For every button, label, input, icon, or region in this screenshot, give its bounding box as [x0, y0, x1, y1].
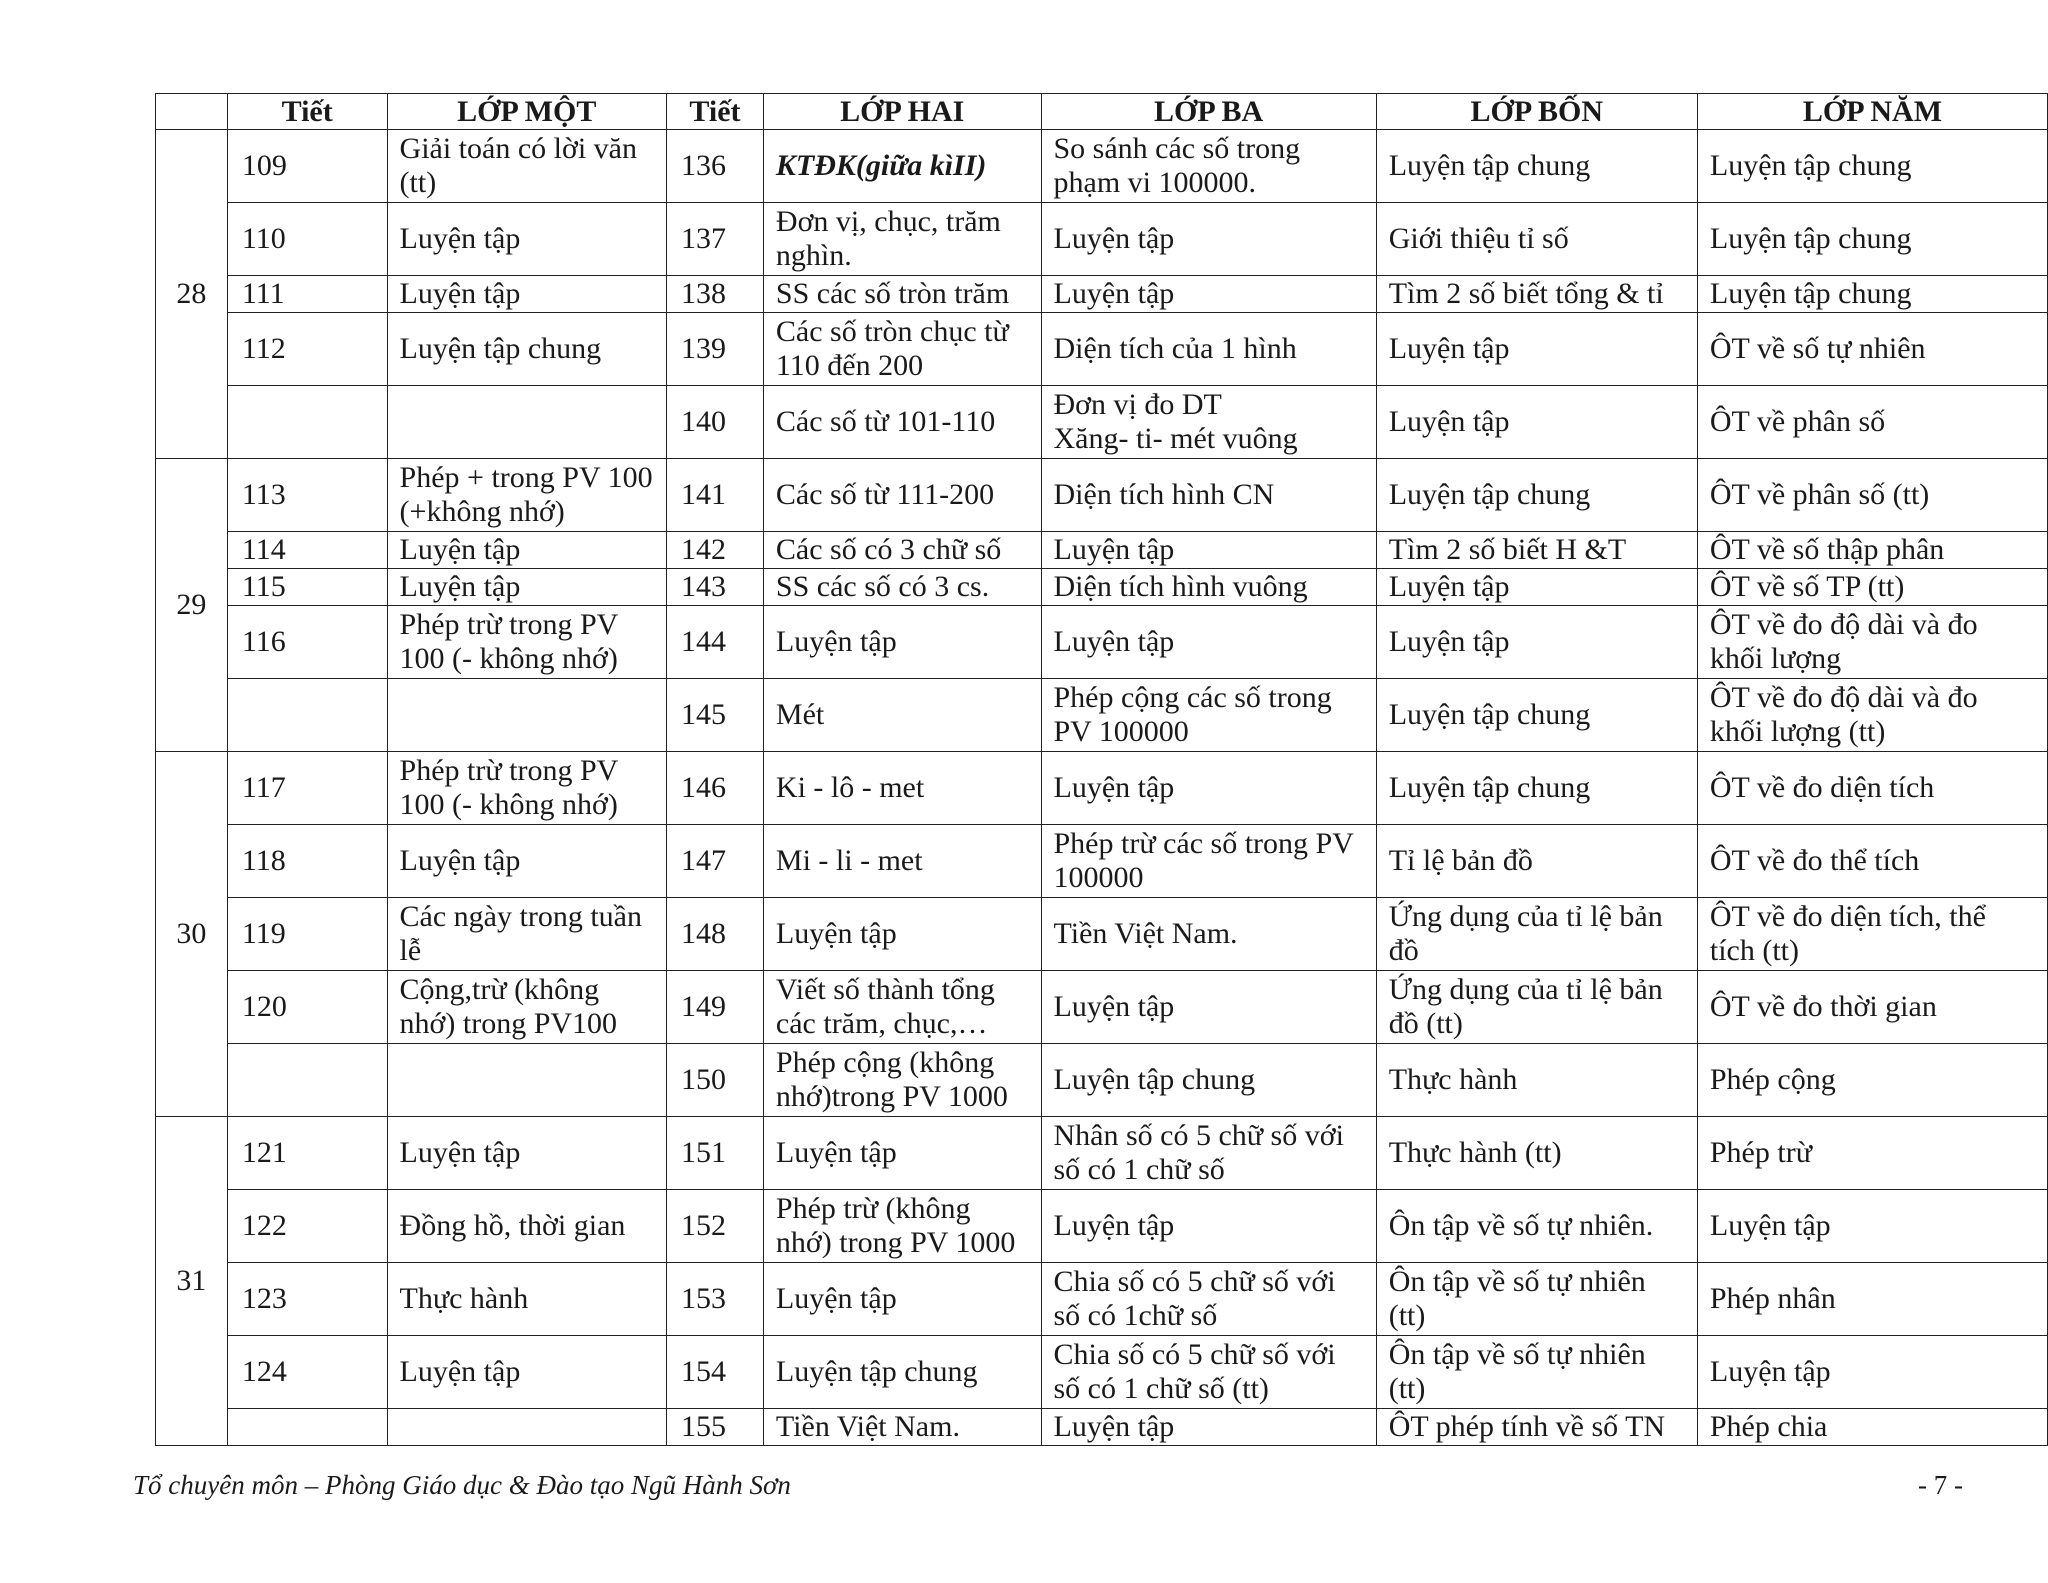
grade-4-cell: Ôn tập về số tự nhiên.	[1376, 1190, 1697, 1263]
period-grade-1-cell: 113	[227, 459, 387, 532]
period-grade-2-cell: 147	[666, 825, 763, 898]
table-row	[156, 532, 2048, 569]
grade-5-cell: Luyện tập	[1697, 1336, 2047, 1409]
period-grade-2-cell: 153	[666, 1263, 763, 1336]
grade-4-cell: Giới thiệu tỉ số	[1376, 203, 1697, 276]
table-row	[156, 1117, 2048, 1190]
grade-4-cell: Ứng dụng của tỉ lệ bản đồ (tt)	[1376, 971, 1697, 1044]
period-grade-1-cell: 110	[227, 203, 387, 276]
grade-4-cell: Ôn tập về số tự nhiên (tt)	[1376, 1336, 1697, 1409]
grade-2-cell: Luyện tập chung	[763, 1336, 1041, 1409]
period-grade-1-cell: 124	[227, 1336, 387, 1409]
week-cell: 29	[156, 459, 228, 752]
period-grade-2-cell: 140	[666, 386, 763, 459]
grade-4-cell: Luyện tập chung	[1376, 130, 1697, 203]
grade-4-cell: Tỉ lệ bản đồ	[1376, 825, 1697, 898]
grade-1-cell: Luyện tập	[387, 1117, 666, 1190]
period-grade-2-cell: 149	[666, 971, 763, 1044]
grade-2-cell: Các số tròn chục từ 110 đến 200	[763, 313, 1041, 386]
grade-5-cell: ÔT về số thập phân	[1697, 532, 2047, 569]
grade-2-cell: Mi - li - met	[763, 825, 1041, 898]
grade-1-cell	[387, 1409, 666, 1446]
period-grade-1-cell	[227, 1044, 387, 1117]
grade-2-cell: Mét	[763, 679, 1041, 752]
grade-5-cell: Luyện tập chung	[1697, 130, 2047, 203]
grade-3-cell: Tiền Việt Nam.	[1041, 898, 1376, 971]
grade-4-cell: Tìm 2 số biết H &T	[1376, 532, 1697, 569]
grade-4-cell: Luyện tập	[1376, 313, 1697, 386]
table-row	[156, 825, 2048, 898]
table-row	[156, 1409, 2048, 1446]
grade-5-cell: ÔT về số tự nhiên	[1697, 313, 2047, 386]
grade-1-cell: Phép + trong PV 100 (+không nhớ)	[387, 459, 666, 532]
period-grade-1-cell: 123	[227, 1263, 387, 1336]
curriculum-table	[155, 93, 2048, 1446]
header-period-1: Tiết	[227, 94, 387, 130]
header-grade-4: LỚP BỐN	[1376, 94, 1697, 130]
week-cell: 28	[156, 130, 228, 459]
grade-5-cell: ÔT về đo diện tích	[1697, 752, 2047, 825]
grade-1-cell: Luyện tập	[387, 825, 666, 898]
grade-1-cell: Giải toán có lời văn (tt)	[387, 130, 666, 203]
grade-2-cell: Các số có 3 chữ số	[763, 532, 1041, 569]
table-row	[156, 130, 2048, 203]
grade-5-cell: ÔT về phân số	[1697, 386, 2047, 459]
period-grade-2-cell: 148	[666, 898, 763, 971]
table-row	[156, 1190, 2048, 1263]
footer-department: Tổ chuyên môn – Phòng Giáo dục & Đào tạo Ngũ Hành Sơn	[133, 1470, 791, 1500]
grade-3-cell: Diện tích hình CN	[1041, 459, 1376, 532]
grade-4-cell: Luyện tập	[1376, 569, 1697, 606]
grade-4-cell: Ôn tập về số tự nhiên (tt)	[1376, 1263, 1697, 1336]
table-row	[156, 971, 2048, 1044]
grade-3-cell: Nhân số có 5 chữ số với số có 1 chữ số	[1041, 1117, 1376, 1190]
grade-4-cell: Thực hành	[1376, 1044, 1697, 1117]
table-row	[156, 606, 2048, 679]
period-grade-2-cell: 138	[666, 276, 763, 313]
grade-3-cell: Diện tích của 1 hình	[1041, 313, 1376, 386]
period-grade-1-cell: 121	[227, 1117, 387, 1190]
grade-1-cell: Cộng,trừ (không nhớ) trong PV100	[387, 971, 666, 1044]
grade-4-cell: Tìm 2 số biết tổng & tỉ	[1376, 276, 1697, 313]
period-grade-1-cell: 109	[227, 130, 387, 203]
header-grade-1: LỚP MỘT	[387, 94, 666, 130]
grade-1-cell: Luyện tập	[387, 532, 666, 569]
grade-2-cell: Luyện tập	[763, 898, 1041, 971]
grade-5-cell: Phép cộng	[1697, 1044, 2047, 1117]
grade-3-cell: Diện tích hình vuông	[1041, 569, 1376, 606]
grade-1-cell: Đồng hồ, thời gian	[387, 1190, 666, 1263]
header-grade-3: LỚP BA	[1041, 94, 1376, 130]
table-row	[156, 276, 2048, 313]
grade-4-cell: Luyện tập chung	[1376, 459, 1697, 532]
grade-2-cell: Viết số thành tổng các trăm, chục,…	[763, 971, 1041, 1044]
grade-4-cell: Luyện tập	[1376, 606, 1697, 679]
period-grade-2-cell: 151	[666, 1117, 763, 1190]
grade-2-cell: KTĐK(giữa kìII)	[763, 130, 1041, 203]
period-grade-2-cell: 144	[666, 606, 763, 679]
grade-5-cell: ÔT về số TP (tt)	[1697, 569, 2047, 606]
table-row	[156, 752, 2048, 825]
week-cell: 31	[156, 1117, 228, 1446]
grade-3-cell: Chia số có 5 chữ số với số có 1chữ số	[1041, 1263, 1376, 1336]
grade-3-cell: Luyện tập	[1041, 971, 1376, 1044]
grade-2-cell: Luyện tập	[763, 1117, 1041, 1190]
grade-3-cell: Luyện tập	[1041, 752, 1376, 825]
period-grade-2-cell: 141	[666, 459, 763, 532]
grade-4-cell: ÔT phép tính về số TN	[1376, 1409, 1697, 1446]
grade-2-cell: Các số từ 101-110	[763, 386, 1041, 459]
week-cell: 30	[156, 752, 228, 1117]
grade-5-cell: ÔT về đo độ dài và đo khối lượng	[1697, 606, 2047, 679]
grade-4-cell: Thực hành (tt)	[1376, 1117, 1697, 1190]
table-row	[156, 1336, 2048, 1409]
grade-3-cell: Chia số có 5 chữ số với số có 1 chữ số (tt)	[1041, 1336, 1376, 1409]
grade-3-cell: Luyện tập	[1041, 276, 1376, 313]
period-grade-2-cell: 143	[666, 569, 763, 606]
grade-2-cell: Phép cộng (không nhớ)trong PV 1000	[763, 1044, 1041, 1117]
grade-5-cell: ÔT về đo độ dài và đo khối lượng (tt)	[1697, 679, 2047, 752]
grade-1-cell: Phép trừ trong PV 100 (- không nhớ)	[387, 606, 666, 679]
period-grade-2-cell: 152	[666, 1190, 763, 1263]
grade-1-cell: Luyện tập	[387, 1336, 666, 1409]
period-grade-1-cell: 118	[227, 825, 387, 898]
table-row	[156, 386, 2048, 459]
period-grade-1-cell: 114	[227, 532, 387, 569]
grade-5-cell: ÔT về đo thể tích	[1697, 825, 2047, 898]
grade-5-cell: ÔT về đo diện tích, thể tích (tt)	[1697, 898, 2047, 971]
grade-3-cell: Luyện tập	[1041, 1409, 1376, 1446]
grade-2-cell: Luyện tập	[763, 606, 1041, 679]
grade-2-cell: SS các số có 3 cs.	[763, 569, 1041, 606]
period-grade-1-cell: 115	[227, 569, 387, 606]
header-grade-5: LỚP NĂM	[1697, 94, 2047, 130]
grade-1-cell: Luyện tập	[387, 276, 666, 313]
period-grade-1-cell: 122	[227, 1190, 387, 1263]
grade-2-cell: Ki - lô - met	[763, 752, 1041, 825]
table-row	[156, 898, 2048, 971]
grade-1-cell	[387, 386, 666, 459]
period-grade-2-cell: 142	[666, 532, 763, 569]
grade-5-cell: Phép nhân	[1697, 1263, 2047, 1336]
grade-5-cell: ÔT về phân số (tt)	[1697, 459, 2047, 532]
period-grade-2-cell: 136	[666, 130, 763, 203]
period-grade-1-cell	[227, 679, 387, 752]
period-grade-2-cell: 139	[666, 313, 763, 386]
page-number: - 7 -	[1918, 1470, 1963, 1500]
grade-5-cell: Luyện tập	[1697, 1190, 2047, 1263]
period-grade-1-cell: 116	[227, 606, 387, 679]
table-row	[156, 203, 2048, 276]
grade-1-cell	[387, 1044, 666, 1117]
grade-1-cell: Luyện tập chung	[387, 313, 666, 386]
grade-4-cell: Luyện tập chung	[1376, 752, 1697, 825]
table-row	[156, 1044, 2048, 1117]
period-grade-1-cell	[227, 386, 387, 459]
grade-3-cell: Luyện tập	[1041, 532, 1376, 569]
grade-5-cell: Luyện tập chung	[1697, 203, 2047, 276]
grade-3-cell: Phép cộng các số trong PV 100000	[1041, 679, 1376, 752]
grade-5-cell: ÔT về đo thời gian	[1697, 971, 2047, 1044]
period-grade-2-cell: 150	[666, 1044, 763, 1117]
period-grade-2-cell: 154	[666, 1336, 763, 1409]
period-grade-2-cell: 137	[666, 203, 763, 276]
grade-5-cell: Luyện tập chung	[1697, 276, 2047, 313]
grade-1-cell	[387, 679, 666, 752]
header-period-2: Tiết	[666, 94, 763, 130]
grade-1-cell: Các ngày trong tuần lễ	[387, 898, 666, 971]
grade-4-cell: Luyện tập	[1376, 386, 1697, 459]
grade-3-cell: Luyện tập	[1041, 606, 1376, 679]
grade-2-cell: Tiền Việt Nam.	[763, 1409, 1041, 1446]
grade-4-cell: Luyện tập chung	[1376, 679, 1697, 752]
grade-3-cell: Luyện tập chung	[1041, 1044, 1376, 1117]
grade-3-cell: Đơn vị đo DT Xăng- ti- mét vuông	[1041, 386, 1376, 459]
header-row	[156, 94, 2048, 130]
header-grade-2: LỚP HAI	[763, 94, 1041, 130]
table-row	[156, 459, 2048, 532]
table-row	[156, 569, 2048, 606]
period-grade-1-cell	[227, 1409, 387, 1446]
table-row	[156, 679, 2048, 752]
grade-1-cell: Phép trừ trong PV 100 (- không nhớ)	[387, 752, 666, 825]
grade-1-cell: Luyện tập	[387, 203, 666, 276]
header-week	[156, 94, 228, 130]
grade-2-cell: SS các số tròn trăm	[763, 276, 1041, 313]
grade-2-cell: Luyện tập	[763, 1263, 1041, 1336]
period-grade-1-cell: 117	[227, 752, 387, 825]
period-grade-1-cell: 111	[227, 276, 387, 313]
period-grade-1-cell: 112	[227, 313, 387, 386]
grade-3-cell: Luyện tập	[1041, 1190, 1376, 1263]
grade-3-cell: Luyện tập	[1041, 203, 1376, 276]
grade-2-cell: Các số từ 111-200	[763, 459, 1041, 532]
grade-2-cell: Phép trừ (không nhớ) trong PV 1000	[763, 1190, 1041, 1263]
grade-3-cell: Phép trừ các số trong PV 100000	[1041, 825, 1376, 898]
grade-4-cell: Ứng dụng của tỉ lệ bản đồ	[1376, 898, 1697, 971]
table-row	[156, 1263, 2048, 1336]
grade-5-cell: Phép chia	[1697, 1409, 2047, 1446]
table-row	[156, 313, 2048, 386]
period-grade-2-cell: 145	[666, 679, 763, 752]
grade-3-cell: So sánh các số trong phạm vi 100000.	[1041, 130, 1376, 203]
grade-1-cell: Thực hành	[387, 1263, 666, 1336]
table-body	[156, 130, 2048, 1446]
period-grade-2-cell: 155	[666, 1409, 763, 1446]
grade-2-cell: Đơn vị, chục, trăm nghìn.	[763, 203, 1041, 276]
grade-1-cell: Luyện tập	[387, 569, 666, 606]
period-grade-2-cell: 146	[666, 752, 763, 825]
period-grade-1-cell: 120	[227, 971, 387, 1044]
period-grade-1-cell: 119	[227, 898, 387, 971]
grade-5-cell: Phép trừ	[1697, 1117, 2047, 1190]
